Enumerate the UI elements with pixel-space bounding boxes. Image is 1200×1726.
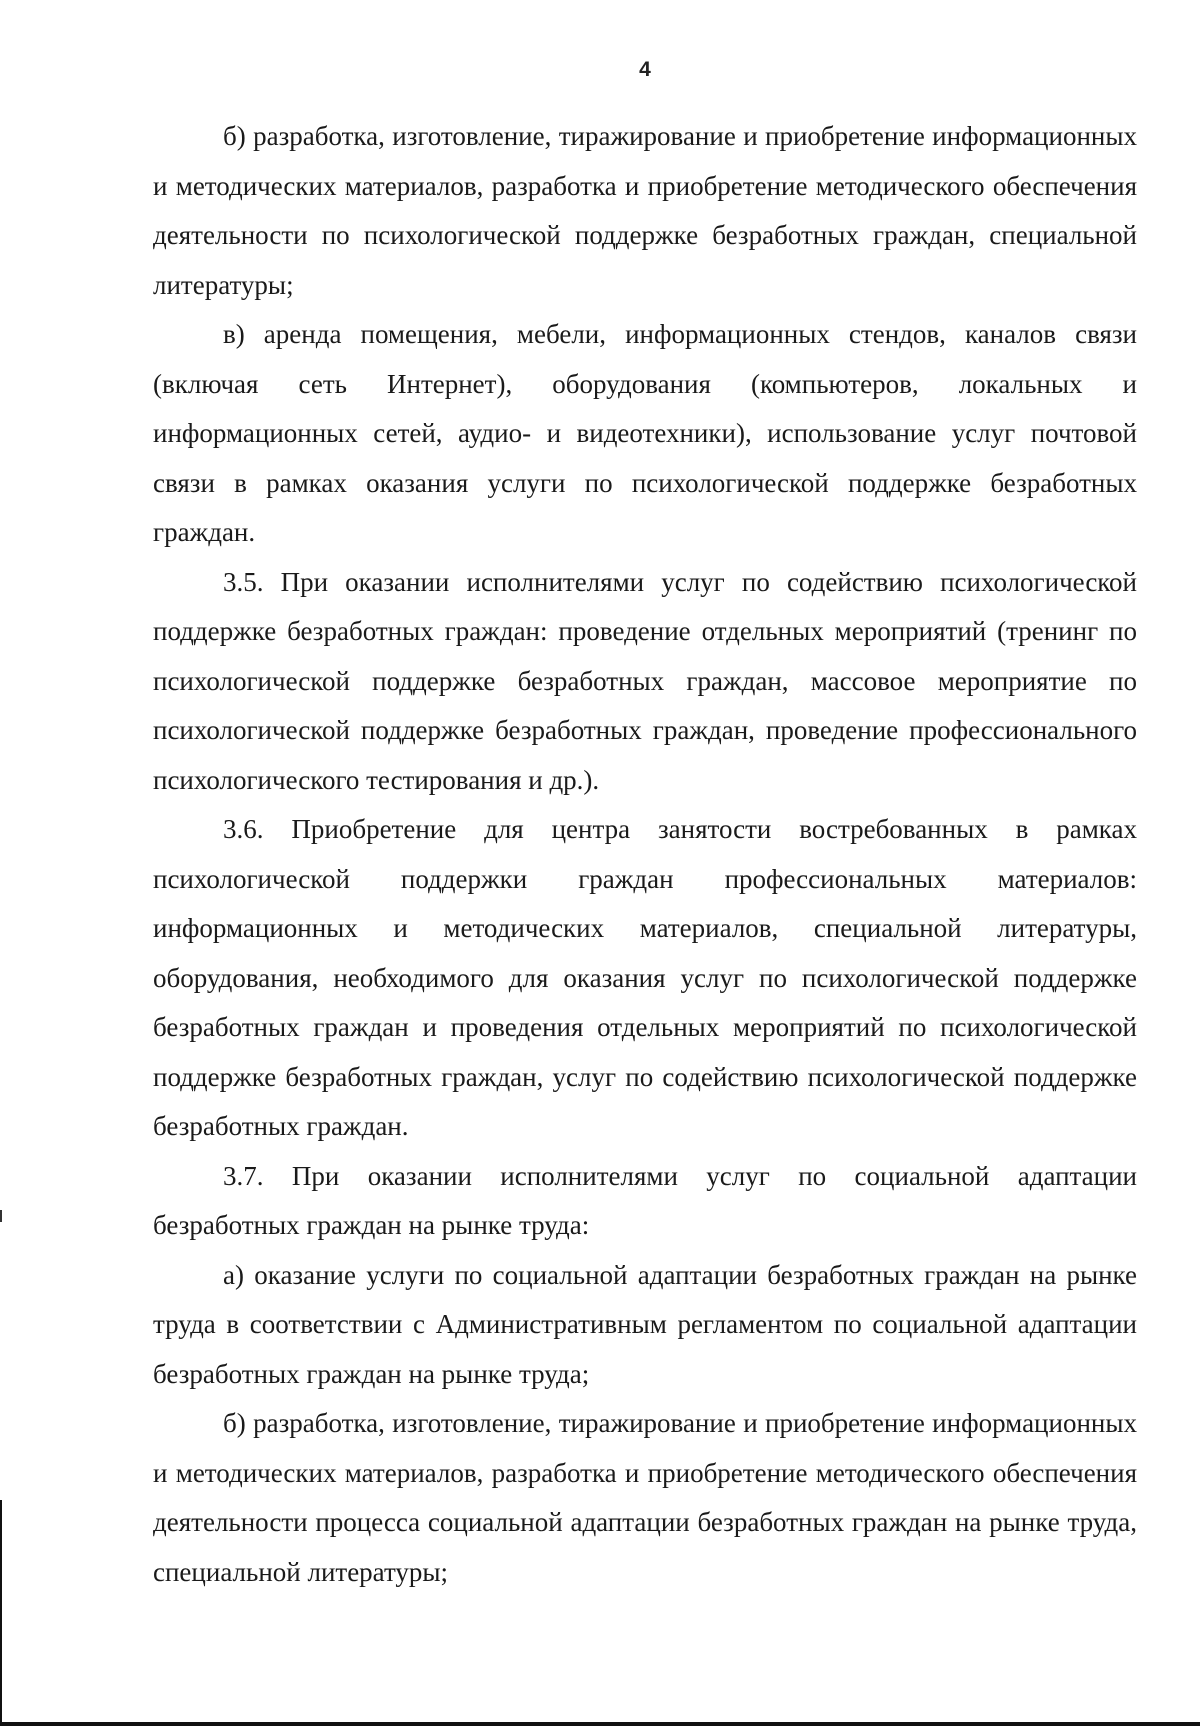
paragraph-3-5: 3.5. При оказании исполнителями услуг по содействию психологической поддержке безработных граждан: проведение отдельных мероприятий (тренинг по психологической поддержке безработных граждан, массовое мероприятие по психологической поддержке безработных граждан, проведение профессионального психологического тестирования и др.). [153,566,1137,795]
document-body [153,112,1137,1597]
paragraph-a-service: а) оказание услуги по социальной адаптации безработных граждан на рынке труда в соответствии с Административным регламентом по социальной адаптации безработных граждан на рынке труда; [153,1259,1137,1389]
page-number: 4 [639,58,651,81]
paragraph-3-7: 3.7. При оказании исполнителями услуг по социальной адаптации безработных граждан на рынке труда: [153,1160,1137,1240]
scan-artifact-tick [0,1210,2,1222]
paragraph-v-rental: в) аренда помещения, мебели, информационных стендов, каналов связи (включая сеть Интернет), оборудования (компьютеров, локальных и информационных сетей, аудио- и видеотехники), использование услуг почтовой связи в рамках оказания услуги по психологической поддержке безработных граждан. [153,319,1137,547]
paragraph-b-social-materials: б) разработка, изготовление, тиражирование и приобретение информационных и методических материалов, разработка и приобретение методического обеспечения деятельности процесса социальной адаптации безработных граждан на рынке труда, специальной литературы; [153,1408,1137,1587]
scan-artifact-bottom-edge [0,1722,1200,1726]
scan-artifact-left-edge [0,1500,2,1726]
paragraph-b-materials: б) разработка, изготовление, тиражирование и приобретение информационных и методических материалов, разработка и приобретение методического обеспечения деятельности по психологической поддержке безработных граждан, специальной литературы; [153,121,1137,300]
paragraph-3-6: 3.6. Приобретение для центра занятости востребованных в рамках психологической поддержки граждан профессиональных материалов: информационных и методических материалов, специальной литературы, оборудования, необходимого для оказания услуг по психологической поддержке безработных граждан и проведения отдельных мероприятий по психологической поддержке безработных граждан, услуг по содействию психологической поддержке безработных граждан. [153,814,1137,1141]
